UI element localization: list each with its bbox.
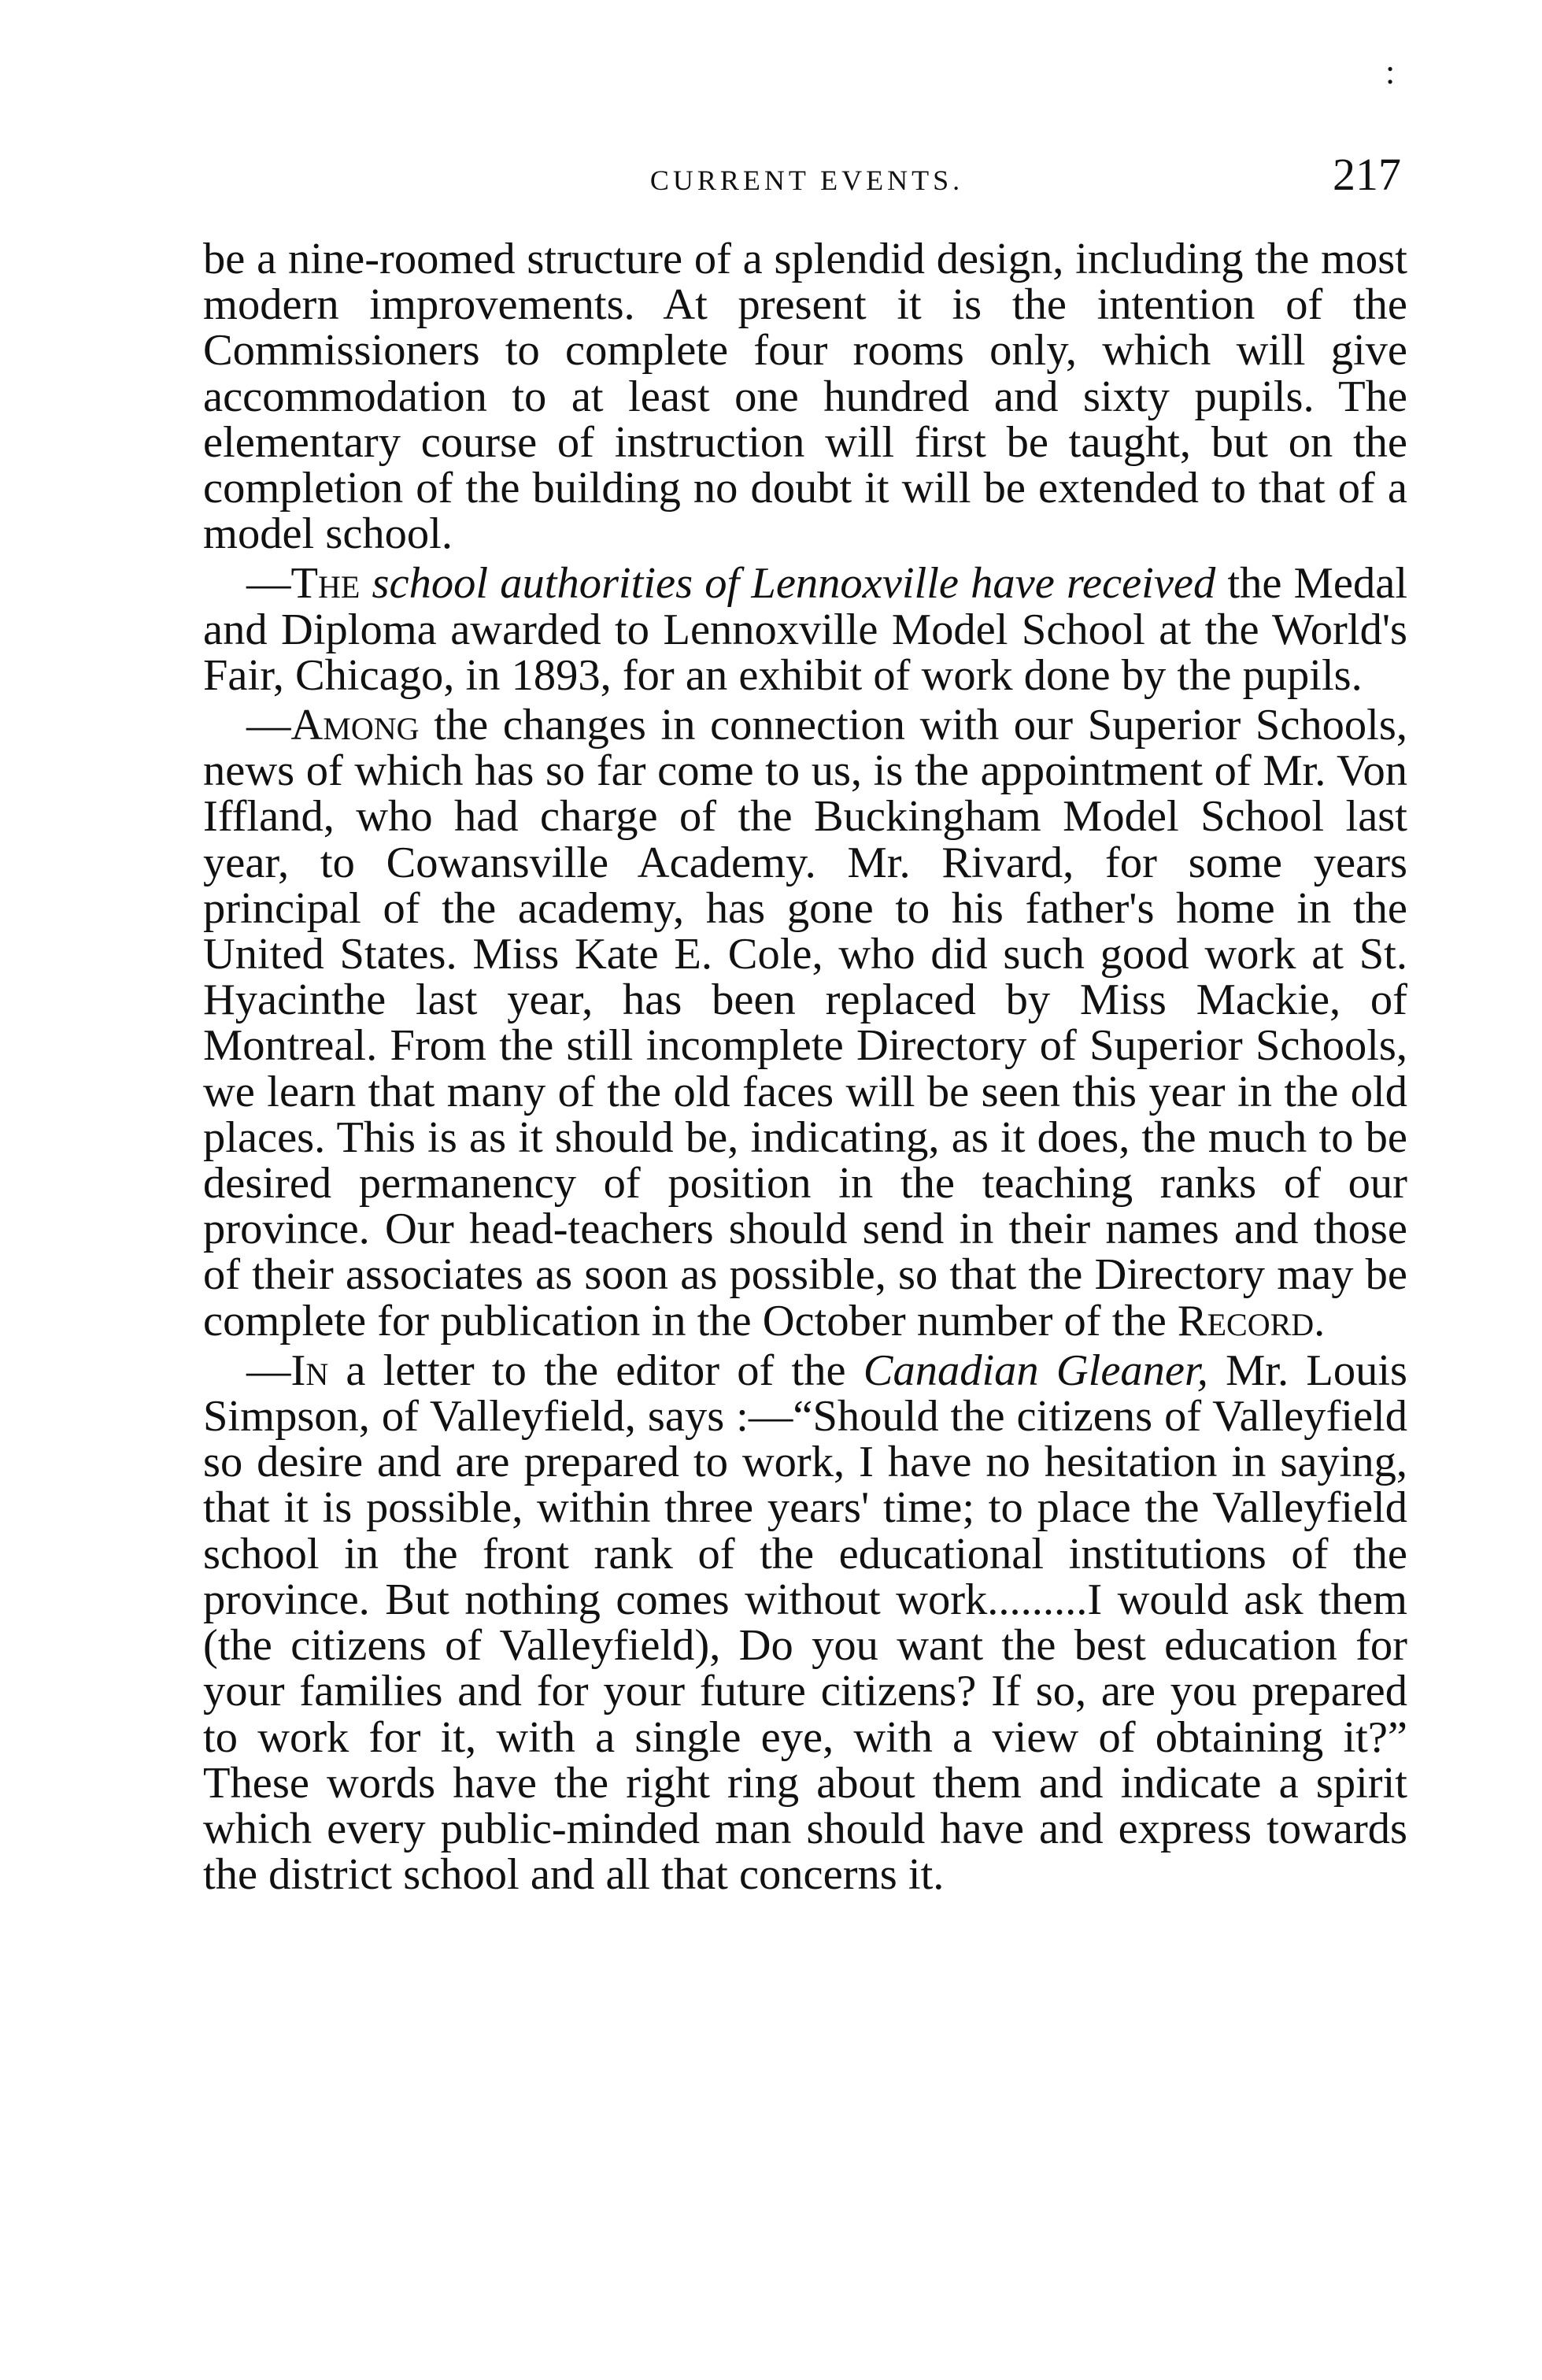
paragraph-school-building	[203, 236, 1407, 557]
paragraph-text: the Medal and Diploma awarded to Lennoxville Model School at the World's Fair, Chicago, in 1893, for an exhibit of work done by the pupils.	[203, 559, 1408, 700]
paragraph-lead: —Among	[246, 701, 420, 750]
page-number: 217	[1333, 149, 1401, 200]
paragraph-text: a letter to the editor of the	[346, 1345, 846, 1395]
page-header	[205, 148, 1409, 211]
corner-mark: :	[1385, 53, 1396, 91]
body-text	[203, 236, 1407, 1901]
paragraph-lead: —In	[246, 1345, 329, 1395]
paragraph-text: be a nine-roomed structure of a splendid design, including the most modern improvements. At present it is the intention of the Commissioners to complete four rooms only, which will give accommodation to at least one hundred and sixty pupils. The elementary course of instruction will first be taught, but on the completion of the building no doubt it will be extended to that of a model school.	[203, 235, 1407, 559]
record-title: Record.	[1177, 1296, 1326, 1345]
paragraph-lead: —The	[246, 559, 361, 609]
newspaper-title: Canadian Gleaner,	[863, 1345, 1208, 1395]
paragraph-lennoxville-medal	[203, 561, 1407, 698]
paragraph-text-continued: Mr. Louis Simpson, of Valleyfield, says :—“Should the citizens of Valleyfield so desire and are prepared to work, I have no hesitation in saying, that it is possible, within three years' time; to place the Valleyfield school in the front rank of the educational institutions of the province. But nothing comes without work.........I would ask them (the citizens of Valleyfield), Do you want the best education for your families and for your future citizens? If so, are you prepared to work for it, with a single eye, with a view of obtaining it?” These words have the right ring about them and indicate a spirit which every public-minded man should have and express towards the district school and all that concerns it.	[203, 1345, 1408, 1900]
paragraph-text: the changes in connection with our Superior Schools, news of which has so far come to us, is the appointment of Mr. Von Iffland, who had charge of the Buckingham Model School last year, to Cowansville Academy. Mr. Rivard, for some years principal of the academy, has gone to his father's home in the United States. Miss Kate E. Cole, who did such good work at St. Hyacinthe last year, has been replaced by Miss Mackie, of Montreal. From the still incomplete Directory of Superior Schools, we learn that many of the old faces will be seen this year in the old places. This is as it should be, indicating, as it does, the much to be desired permanency of position in the teaching ranks of our province. Our head-teachers should send in their names and those of their associates as soon as possible, so that the Directory may be complete for publication in the October number of the	[203, 701, 1407, 1345]
running-head: CURRENT EVENTS.	[649, 165, 964, 196]
paragraph-valleyfield-letter	[203, 1345, 1408, 1900]
paragraph-superior-schools	[203, 702, 1407, 1344]
paragraph-italic-text: school authorities of Lennoxville have received	[372, 559, 1216, 609]
